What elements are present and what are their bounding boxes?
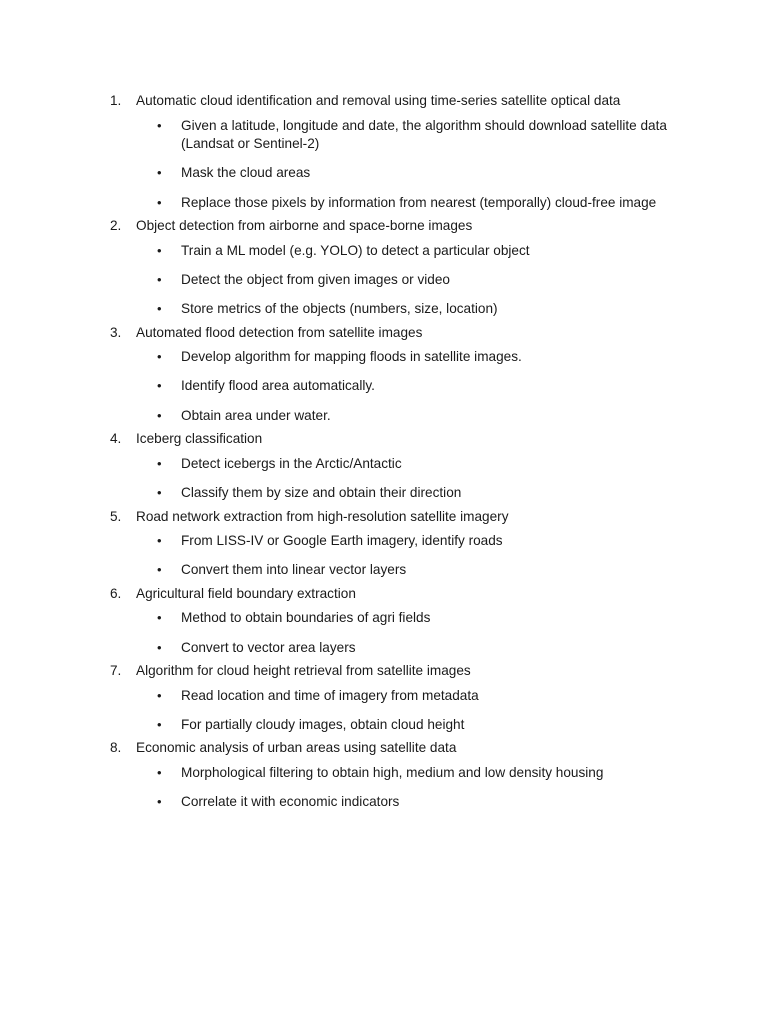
topic-item (0, 662, 768, 734)
sub-bullet-list (0, 455, 768, 503)
bullet-item (0, 300, 768, 319)
bullet-text: Train a ML model (e.g. YOLO) to detect a particular object (181, 242, 530, 258)
sub-bullet-list (0, 242, 768, 319)
topic-item (0, 430, 768, 502)
sub-bullet-list (0, 532, 768, 580)
sub-bullet-list (0, 764, 768, 812)
topic-heading (0, 585, 768, 604)
bullet-text: Mask the cloud areas (181, 165, 311, 181)
topic-title: Algorithm for cloud height retrieval from satellite images (136, 663, 471, 679)
numbered-topic-list (0, 92, 768, 817)
topic-item (0, 585, 768, 657)
bullet-item (0, 764, 768, 783)
bullet-item (0, 377, 768, 396)
bullet-marker: • (157, 165, 162, 181)
bullet-marker: • (157, 687, 162, 703)
bullet-item (0, 532, 768, 551)
topic-item (0, 217, 768, 319)
bullet-text: Correlate it with economic indicators (181, 794, 400, 810)
bullet-text: Store metrics of the objects (numbers, size, location) (181, 301, 498, 317)
sub-bullet-list (0, 348, 768, 425)
bullet-text: Convert them into linear vector layers (181, 562, 407, 578)
topic-number: 8. (110, 740, 122, 756)
bullet-item (0, 639, 768, 658)
bullet-text: From LISS-IV or Google Earth imagery, identify roads (181, 533, 503, 549)
bullet-marker: • (157, 349, 162, 365)
topic-number: 2. (110, 218, 122, 234)
bullet-text: Morphological filtering to obtain high, medium and low density housing (181, 764, 604, 780)
bullet-item (0, 793, 768, 812)
bullet-marker: • (157, 562, 162, 578)
bullet-marker: • (157, 194, 162, 210)
topic-heading (0, 508, 768, 527)
topic-number: 4. (110, 431, 122, 447)
bullet-text: Detect the object from given images or video (181, 271, 450, 287)
topic-heading (0, 324, 768, 343)
bullet-text: Identify flood area automatically. (181, 378, 375, 394)
bullet-text: Method to obtain boundaries of agri fields (181, 610, 431, 626)
bullet-item (0, 242, 768, 261)
bullet-text: Develop algorithm for mapping floods in satellite images. (181, 349, 522, 365)
sub-bullet-list (0, 117, 768, 213)
topic-item (0, 508, 768, 580)
bullet-marker: • (157, 407, 162, 423)
topic-number: 1. (110, 93, 122, 108)
topic-heading (0, 217, 768, 236)
bullet-item (0, 609, 768, 628)
bullet-text: Classify them by size and obtain their direction (181, 485, 462, 501)
topic-title: Iceberg classification (136, 431, 263, 447)
bullet-item (0, 164, 768, 183)
bullet-marker: • (157, 378, 162, 394)
bullet-text: Read location and time of imagery from metadata (181, 687, 479, 703)
bullet-marker: • (157, 716, 162, 732)
bullet-text: For partially cloudy images, obtain cloud height (181, 716, 465, 732)
topic-item (0, 92, 768, 212)
bullet-item (0, 716, 768, 735)
sub-bullet-list (0, 687, 768, 735)
topic-number: 6. (110, 585, 122, 601)
bullet-item (0, 561, 768, 580)
topic-title: Automatic cloud identification and removal using time-series satellite optical data (136, 93, 621, 108)
bullet-marker: • (157, 117, 162, 133)
topic-title: Road network extraction from high-resolution satellite imagery (136, 508, 509, 524)
bullet-marker: • (157, 485, 162, 501)
bullet-item (0, 271, 768, 290)
bullet-item (0, 348, 768, 367)
topic-item (0, 739, 768, 811)
bullet-item (0, 484, 768, 503)
bullet-item (0, 455, 768, 474)
bullet-marker: • (157, 242, 162, 258)
topic-title: Agricultural field boundary extraction (136, 585, 356, 601)
topic-title: Object detection from airborne and space-borne images (136, 218, 473, 234)
bullet-item (0, 117, 768, 154)
bullet-marker: • (157, 610, 162, 626)
bullet-marker: • (157, 764, 162, 780)
bullet-item (0, 687, 768, 706)
topic-heading (0, 739, 768, 758)
topic-item (0, 324, 768, 426)
topic-title: Economic analysis of urban areas using satellite data (136, 740, 457, 756)
bullet-marker: • (157, 533, 162, 549)
bullet-item (0, 407, 768, 426)
topic-title: Automated flood detection from satellite images (136, 324, 423, 340)
topic-number: 7. (110, 663, 122, 679)
topic-heading (0, 662, 768, 681)
bullet-text: Convert to vector area layers (181, 639, 356, 655)
topic-number: 3. (110, 324, 122, 340)
bullet-text: Obtain area under water. (181, 407, 331, 423)
bullet-marker: • (157, 639, 162, 655)
topic-heading (0, 92, 768, 111)
sub-bullet-list (0, 609, 768, 657)
bullet-item (0, 194, 768, 213)
topic-heading (0, 430, 768, 449)
bullet-text: Replace those pixels by information from nearest (temporally) cloud-free image (181, 194, 657, 210)
bullet-marker: • (157, 301, 162, 317)
topic-number: 5. (110, 508, 122, 524)
bullet-marker: • (157, 271, 162, 287)
bullet-text: Detect icebergs in the Arctic/Antactic (181, 455, 402, 471)
bullet-marker: • (157, 455, 162, 471)
bullet-marker: • (157, 794, 162, 810)
bullet-text: Given a latitude, longitude and date, the algorithm should download satellite data (Landsat or Sentinel-2) (181, 117, 667, 151)
